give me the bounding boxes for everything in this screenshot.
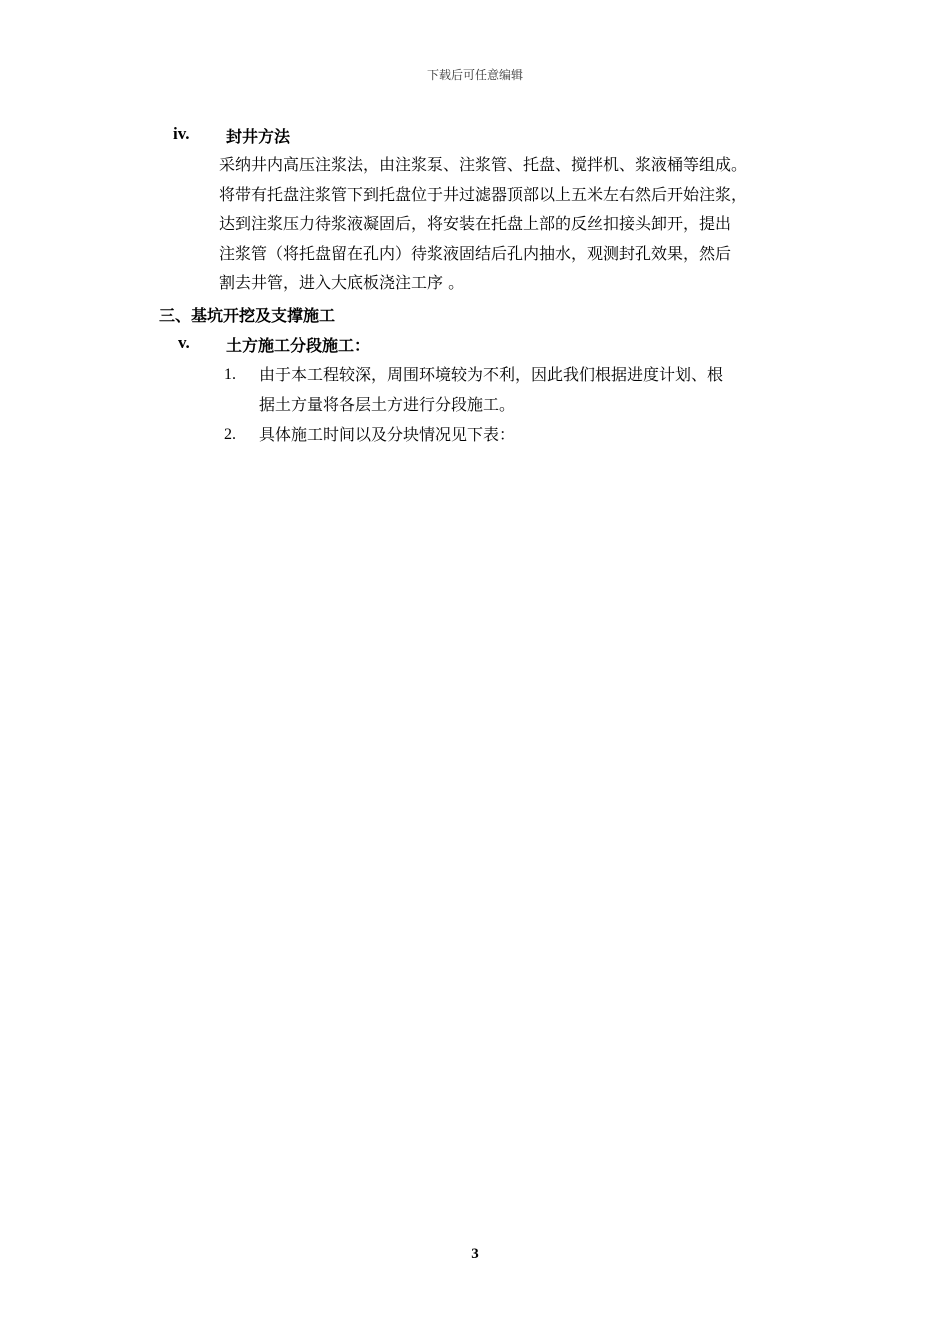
- section-iv-paragraph: [219, 150, 859, 298]
- paragraph-line: 注浆管（将托盘留在孔内）待浆液固结后孔内抽水，观测封孔效果，然后: [219, 243, 732, 263]
- paragraph-line: 将带有托盘注浆管下到托盘位于井过滤器顶部以上五米左右然后开始注浆，: [219, 184, 748, 204]
- section-v-marker: v.: [178, 333, 190, 352]
- list-item: [259, 420, 859, 450]
- paragraph-line: 采纳井内高压注浆法，由注浆泵、注浆管、托盘、搅拌机、浆液桶等组成。: [219, 155, 748, 174]
- section-v-title: 土方施工分段施工：: [226, 336, 371, 355]
- page-header: 下载后可任意编辑: [426, 68, 523, 82]
- list-item-line: 具体施工时间以及分块情况见下表：: [259, 425, 516, 444]
- section-iv-title: 封井方法: [226, 127, 291, 146]
- page-number: 3: [471, 1246, 479, 1262]
- list-item: [259, 360, 859, 419]
- list-item-line: 由于本工程较深，周围环境较为不利，因此我们根据进度计划、根: [259, 365, 724, 384]
- chapter-heading: 三、基坑开挖及支撑施工: [159, 306, 336, 325]
- list-item-line: 据土方量将各层土方进行分段施工。: [259, 394, 516, 414]
- paragraph-line: 达到注浆压力待浆液凝固后，将安装在托盘上部的反丝扣接头卸开，提出: [219, 214, 732, 233]
- list-item-number: 1.: [224, 366, 236, 383]
- list-item-number: 2.: [224, 426, 236, 443]
- section-iv-marker: iv.: [173, 124, 190, 143]
- paragraph-line: 割去井管，进入大底板浇注工序 。: [219, 273, 465, 292]
